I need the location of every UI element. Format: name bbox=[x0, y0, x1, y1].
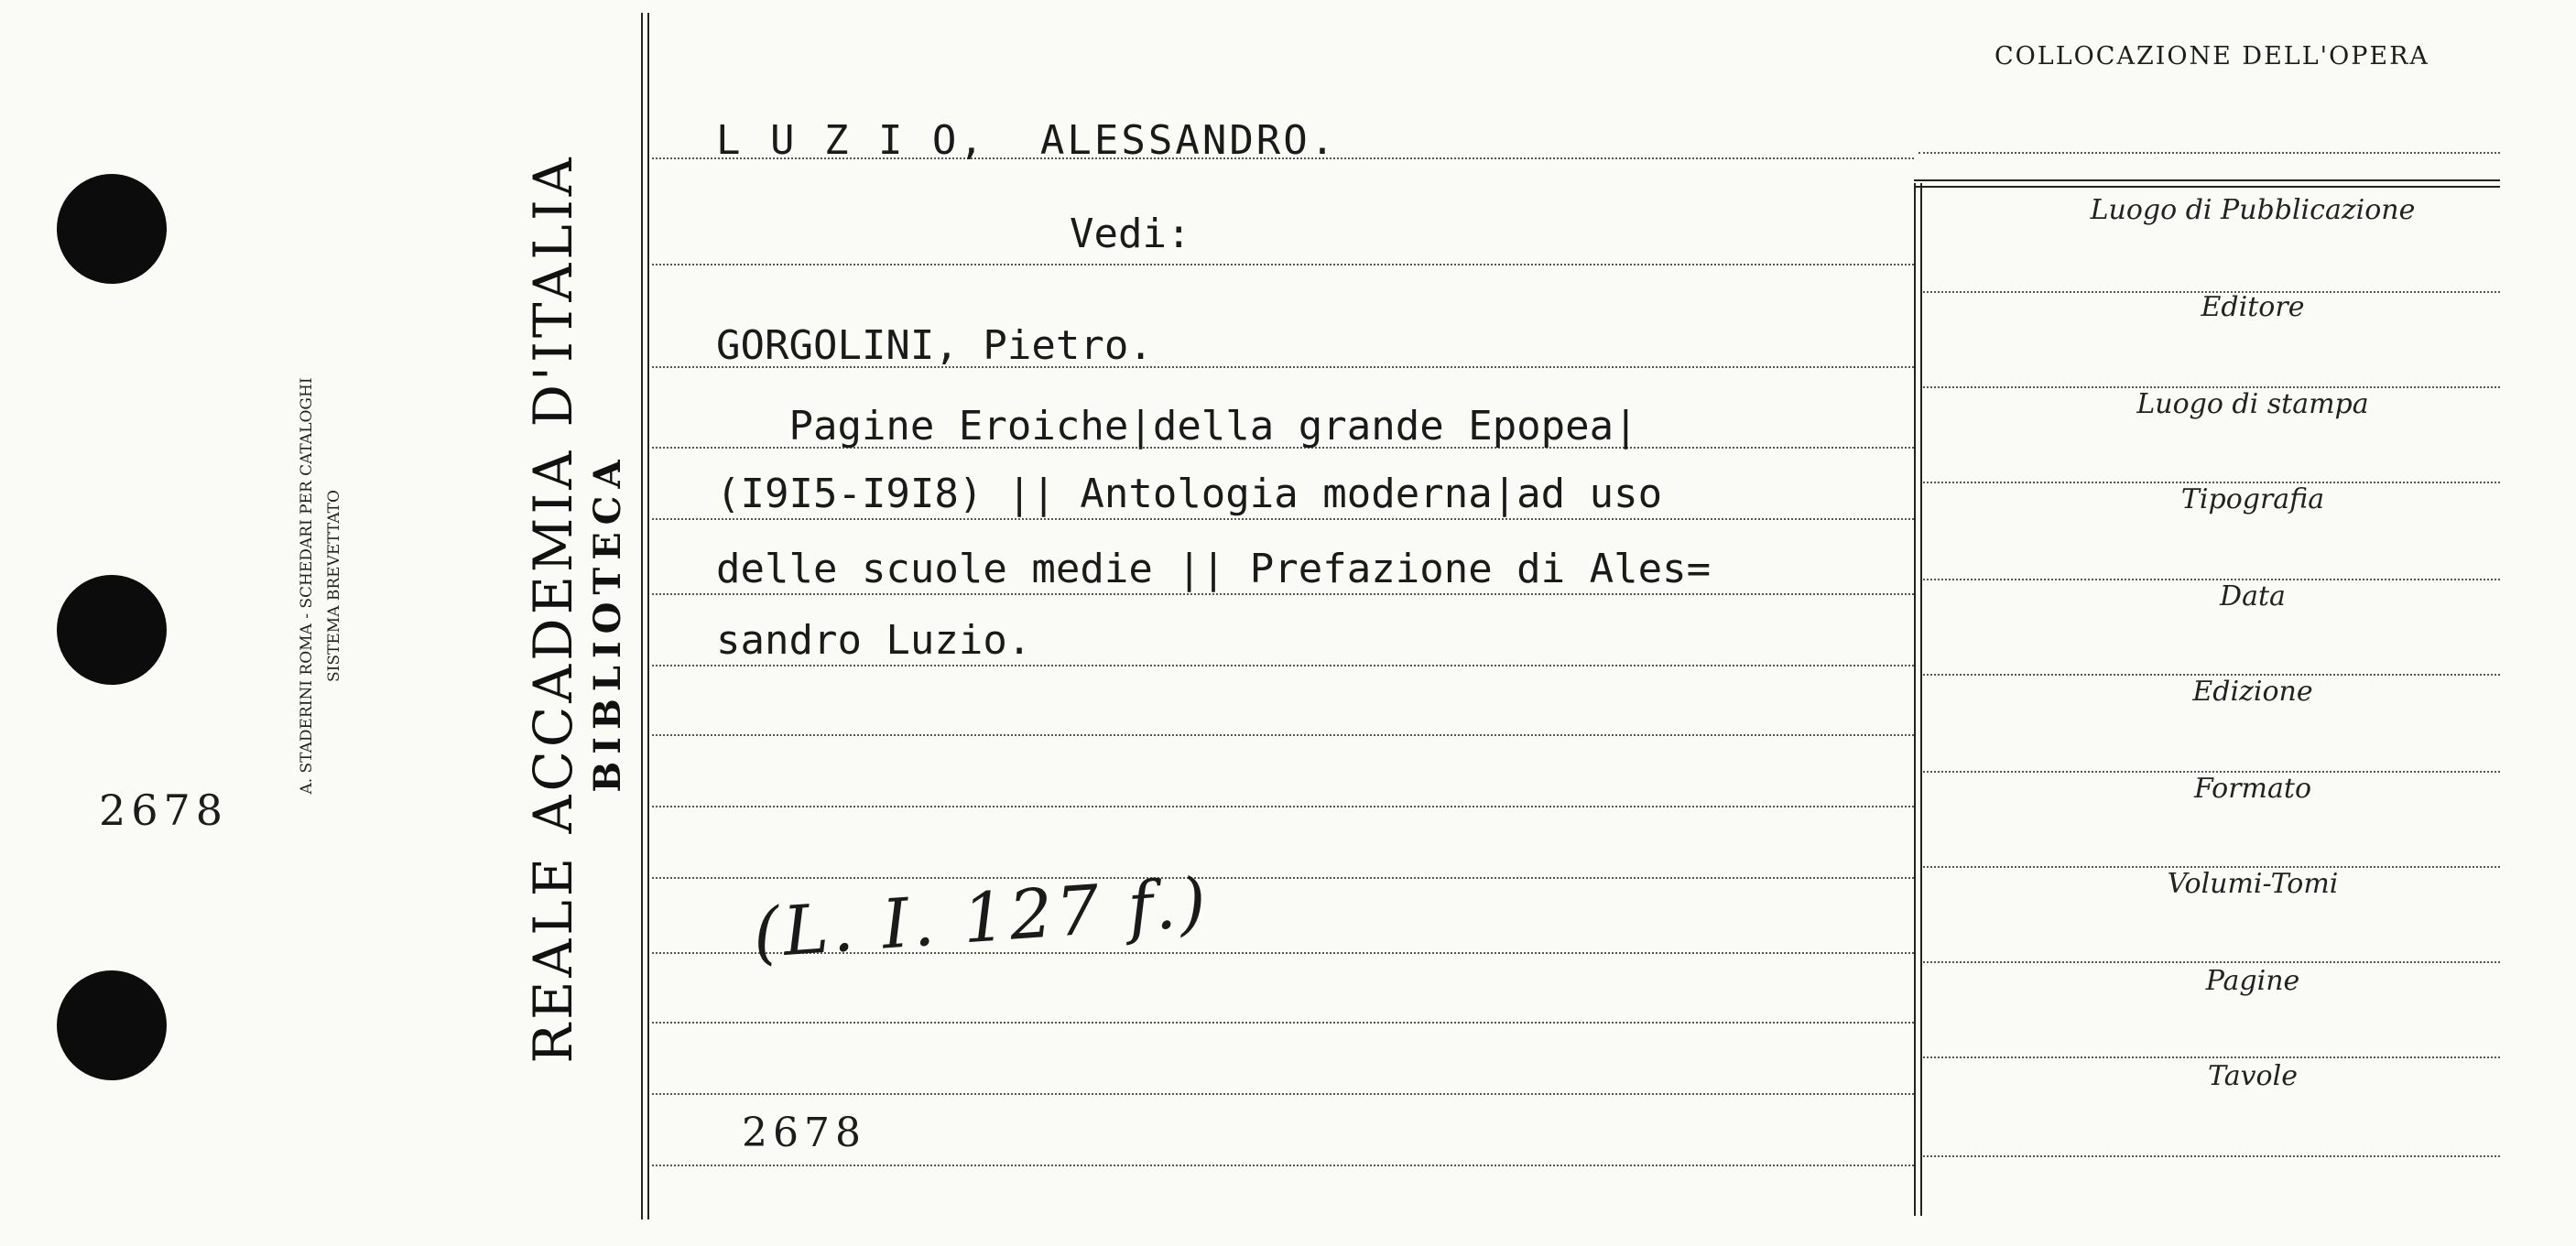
field-label: Luogo di stampa bbox=[2136, 388, 2369, 420]
writing-line bbox=[652, 1022, 1914, 1024]
field-label: Formato bbox=[2193, 773, 2312, 805]
collocation-top-rule bbox=[1914, 179, 2500, 181]
field-label: Volumi-Tomi bbox=[2167, 868, 2339, 900]
punch-hole-bottom bbox=[57, 970, 167, 1080]
left-double-rule bbox=[641, 13, 643, 1219]
field-label: Luogo di Pubblicazione bbox=[2090, 194, 2416, 226]
writing-line bbox=[652, 1165, 1914, 1166]
field-label: Editore bbox=[2201, 291, 2305, 323]
field-label: Tipografia bbox=[2180, 483, 2325, 515]
description-line: sandro Luzio. bbox=[716, 617, 1032, 664]
main-author: GORGOLINI, Pietro. bbox=[716, 322, 1153, 369]
writing-line bbox=[652, 593, 1914, 595]
see-label: Vedi: bbox=[1070, 211, 1191, 257]
punch-hole-middle bbox=[57, 575, 167, 685]
printer-imprint-line: SISTEMA BREVETTATO bbox=[325, 490, 343, 682]
academy-title: REALE ACCADEMIA D'ITALIA bbox=[522, 154, 584, 1064]
margin-serial-number: 2678 bbox=[99, 786, 229, 835]
writing-line bbox=[652, 665, 1914, 666]
printer-imprint bbox=[293, 330, 348, 842]
writing-line bbox=[652, 518, 1914, 520]
field-label: Data bbox=[2220, 580, 2286, 612]
description-line: (I9I5-I9I8) || Antologia moderna|ad uso bbox=[716, 471, 1663, 517]
field-label: Edizione bbox=[2192, 676, 2313, 708]
collocation-line bbox=[1918, 152, 2500, 154]
library-title: BIBLIOTECA bbox=[586, 452, 629, 793]
author-heading: L U Z I O, ALESSANDRO. bbox=[716, 117, 1338, 164]
collocation-top-rule bbox=[1914, 186, 2500, 188]
printer-imprint-line: A. STADERINI ROMA - SCHEDARI PER CATALOGHI bbox=[298, 377, 316, 795]
writing-line bbox=[652, 734, 1914, 736]
description-line: delle scuole medie || Prefazione di Ales= bbox=[716, 546, 1712, 592]
writing-line bbox=[652, 877, 1914, 879]
entry-serial-number: 2678 bbox=[742, 1110, 866, 1156]
handwritten-shelfmark: (L. I. 127 f.) bbox=[750, 862, 1212, 974]
collocation-heading: COLLOCAZIONE DELL'OPERA bbox=[1994, 42, 2429, 70]
writing-line bbox=[652, 264, 1914, 265]
description-line: Pagine Eroiche|della grande Epopea| bbox=[716, 403, 1638, 450]
writing-line bbox=[652, 806, 1914, 807]
collocation-line bbox=[1923, 1056, 2500, 1058]
writing-line bbox=[652, 1093, 1914, 1095]
field-label: Tavole bbox=[2208, 1060, 2298, 1092]
collocation-line bbox=[1923, 1155, 2500, 1157]
field-label: Pagine bbox=[2205, 965, 2300, 997]
punch-hole-top bbox=[57, 174, 167, 284]
collocation-line bbox=[1923, 961, 2500, 963]
left-double-rule bbox=[647, 13, 649, 1219]
